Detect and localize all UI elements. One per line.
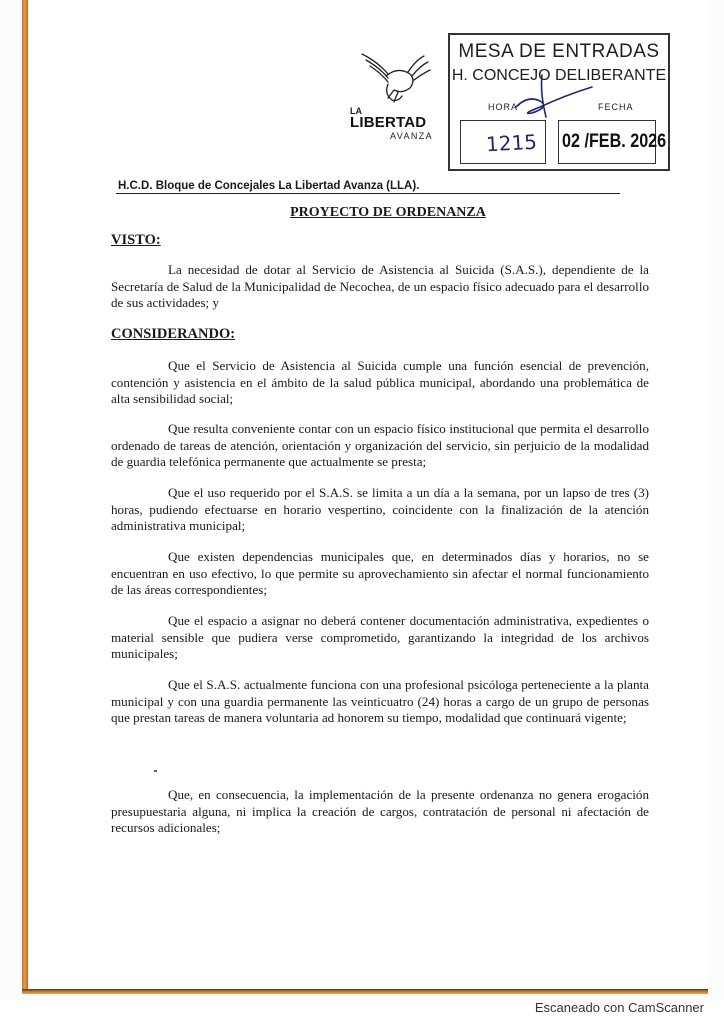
- eagle-icon: [358, 50, 434, 106]
- considerando-paragraph: [111, 421, 649, 471]
- considerando-heading: CONSIDERANDO:: [111, 326, 236, 342]
- stamp-fecha-value: 02 /FEB. 2026: [562, 131, 667, 152]
- logo-text-avanza: AVANZA: [390, 131, 434, 141]
- considerando-paragraph: [111, 787, 649, 837]
- document-page: [28, 0, 708, 989]
- considerando-paragraph: [111, 358, 649, 408]
- considerando-text: Que el uso requerido por el S.A.S. se limita a un día a la semana, por un lapso de tres (3) horas, pudiendo efectuarse en horario vespertino, coincidente con la finalización de la atención administrativa municipal;: [111, 485, 649, 534]
- considerando-text: Que el S.A.S. actualmente funciona con una profesional psicóloga perteneciente a la planta municipal y con una guardia permanente las veinticuatro (24) horas a cargo de un grupo de personas que prestan tareas de manera voluntaria ad honorem su tiempo, modalidad que continuará vigente;: [111, 677, 649, 726]
- considerando-text: Que resulta conveniente contar con un espacio físico institucional que permita el desarrollo ordenado de tareas de atención, orientación y organización del servicio, sin perjuicio de la modalidad de guardia telefónica permanente que actualmente se presta;: [111, 421, 649, 470]
- stamp-title: MESA DE ENTRADAS: [458, 41, 660, 62]
- logo-text-libertad: LIBERTAD: [350, 114, 427, 131]
- considerando-text: Que el Servicio de Asistencia al Suicida cumple una función esencial de prevención, contención y asistencia en el ámbito de la salud pública municipal, abordando una problemática de alta sensibilidad social;: [111, 358, 649, 407]
- considerando-paragraph: [111, 549, 649, 599]
- considerando-text: Que existen dependencias municipales que, en determinados días y horarios, no se encuentran en uso efectivo, lo que permite su aprovechamiento sin afectar el normal funcionamiento de las áreas correspondientes;: [111, 549, 649, 598]
- considerando-text: Que, en consecuencia, la implementación de la presente ordenanza no genera erogación presupuestaria alguna, ni implica la creación de cargos, contratación de personal ni afectación de recursos adicionales;: [111, 787, 649, 836]
- la-libertad-avanza-logo: [350, 50, 440, 146]
- considerando-paragraph: [111, 485, 649, 535]
- visto-paragraph: [111, 262, 649, 312]
- scan-speck: [154, 770, 157, 772]
- logo-text-la: LA: [350, 106, 362, 116]
- stamp-fecha-label: FECHA: [598, 102, 634, 112]
- paper-bottom-edge: [22, 989, 708, 994]
- stamp-hora-value: 1215: [485, 129, 538, 157]
- considerando-text: Que el espacio a asignar no deberá contener documentación administrativa, expedientes o material sensible que pudiera verse comprometido, garantizando la integridad de los archivos municipales;: [111, 613, 649, 662]
- considerando-paragraph: [111, 677, 649, 727]
- stamp-subtitle: H. CONCEJO DELIBERANTE: [451, 67, 667, 84]
- bloque-header: H.C.D. Bloque de Concejales La Libertad Avanza (LLA).: [116, 180, 620, 194]
- visto-text: La necesidad de dotar al Servicio de Asistencia al Suicida (S.A.S.), dependiente de la Secretaría de Salud de la Municipalidad de Necochea, de un espacio físico adecuado para el desarrollo de sus actividades; y: [111, 262, 649, 311]
- stamp-hora-label: HORA: [488, 102, 519, 112]
- signature-mark: [510, 73, 600, 123]
- visto-heading: VISTO:: [111, 232, 161, 248]
- reception-stamp: [448, 33, 670, 171]
- camscanner-watermark: Escaneado con CamScanner: [534, 1000, 704, 1015]
- document-title: PROYECTO DE ORDENANZA: [290, 205, 486, 220]
- considerando-paragraph: [111, 613, 649, 663]
